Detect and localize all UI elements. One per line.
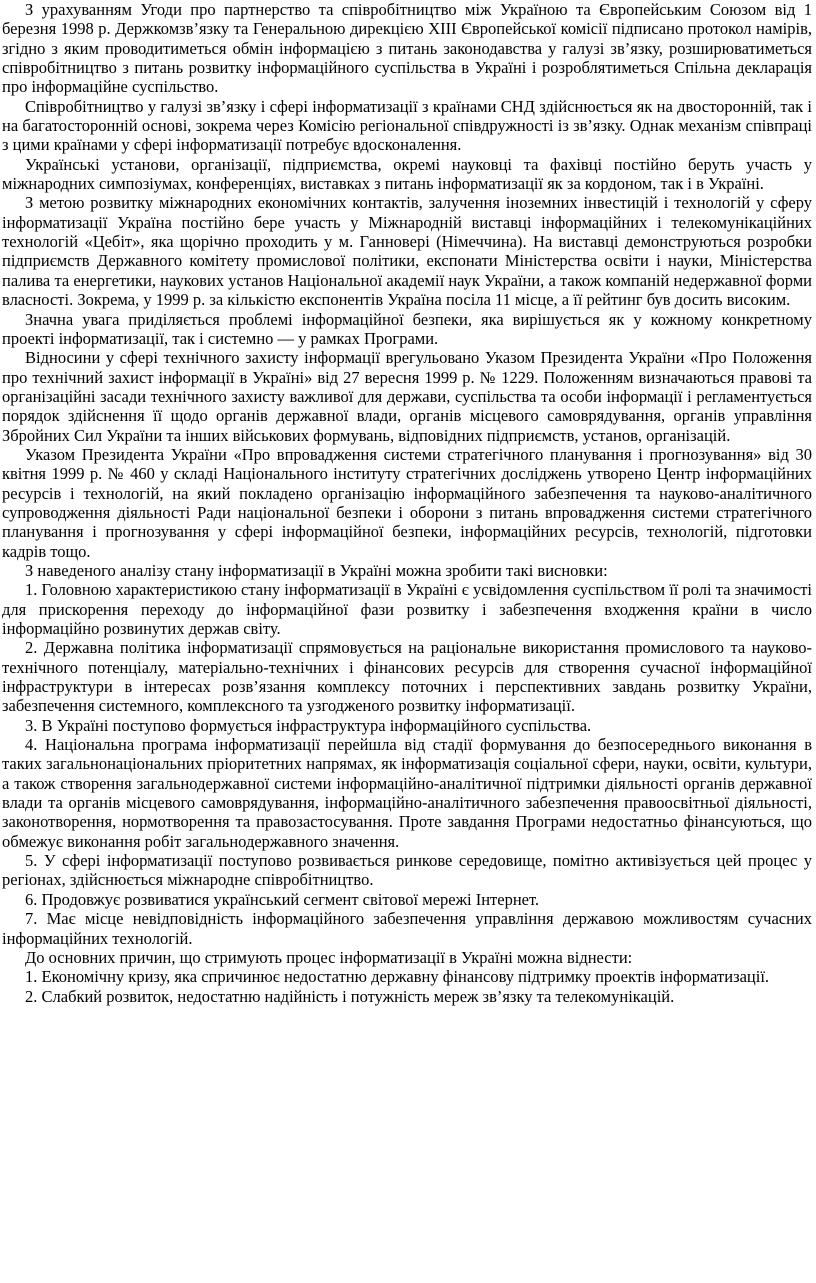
paragraph-strategic-planning: Указом Президента України «Про впровадження системи стратегічного планування і прогнозування» від 30 квітня 1999 р. № 460 у складі Національного інституту стратегічних досліджень утворено Центр інформаційних ресурсів і технологій, на який покладено організацію інформаційного забезпечення та науково-аналітичного супроводження діяльності Ради національної безпеки і оборони з питань впровадження системи стратегічного планування і прогнозування у сфері інформаційної безпеки, інформаційних ресурсів, технологій, підготовки кадрів тощо. bbox=[2, 444, 812, 561]
paragraph-causes-intro: До основних причин, що стримують процес інформатизації в Україні можна віднести: bbox=[25, 947, 633, 967]
conclusion-item-5: 5. У сфері інформатизації поступово розвивається ринкове середовище, помітно активізується цей процес у регіонах, здійснюється міжнародне співробітництво. bbox=[2, 851, 812, 890]
paragraph-information-security: Значна увага приділяється проблемі інформаційної безпеки, яка вирішується як у кожному конкретному проекті інформатизації, так і системно — у рамках Програми. bbox=[2, 309, 812, 348]
document-body bbox=[2, 0, 812, 1006]
paragraph-eu-cooperation: З урахуванням Угоди про партнерство та співробітництво між Україною та Європейським Союзом від 1 березня 1998 р. Держкомзв’язку та Генеральною дирекцією XIII Європейської комісії підписано протокол намірів, згідно з яким проводитиметься обмін інформацією з питань законодавства у галузі зв’язку, розширюватиметься співробітництво з питань розвитку інформаційного суспільства в Україні і розроблятиметься Спільна декларація про інформаційне суспільство. bbox=[2, 0, 812, 97]
conclusion-item-1: 1. Головною характеристикою стану інформатизації в Україні є усвідомлення суспільством її ролі та значимості для прискорення переходу до інформаційної фази розвитку і забезпечення входження країни в число інформаційно розвинутих держав світу. bbox=[2, 580, 812, 638]
conclusion-item-6: 6. Продовжує розвиватися український сегмент світової мережі Інтернет. bbox=[25, 889, 540, 909]
conclusion-item-4: 4. Національна програма інформатизації перейшла від стадії формування до безпосереднього виконання в таких загальнонаціональних пріоритетних напрямах, як інформатизація соціальної сфери, науки, освіти, культури, а також створення загальнодержавної системи інформаційно-аналітичної підтримки діяльності органів державної влади та органів місцевого самоврядування, інформаційно-аналітичного забезпечення правоосвітньої діяльності, законотворення, нормотворення та правозастосування. Проте завдання Програми недостатньо фінансуються, що обмежує виконання робіт загальнодержавного значення. bbox=[2, 735, 812, 851]
paragraph-cebit-exhibition: З метою розвитку міжнародних економічних контактів, залучення іноземних інвестицій і технологій у сферу інформатизації Україна постійно бере участь у Міжнародній виставці інформаційних і телекомунікаційних технологій «Цебіт», яка щорічно проходить у м. Ганновері (Німеччина). На виставці демонструються розробки підприємств Державного комітету промислової політики, експонати Міністерства освіти і науки, Міністерства палива та енергетики, наукових установ Національної академії наук України, а також компаній недержавної форми власності. Зокрема, у 1999 р. за кількістю експонентів Україна посіла 11 місце, а її рейтинг був досить високим. bbox=[2, 193, 812, 310]
conclusion-item-7: 7. Має місце невідповідність інформаційного забезпечення управління державою можливостям сучасних інформаційних технологій. bbox=[2, 909, 812, 948]
conclusion-item-3: 3. В Україні поступово формується інфраструктура інформаційного суспільства. bbox=[25, 715, 592, 735]
cause-item-2: 2. Слабкий розвиток, недостатню надійність і потужність мереж зв’язку та телекомунікацій. bbox=[25, 986, 675, 1006]
cause-item-1: 1. Економічну кризу, яка спричинює недостатню державну фінансову підтримку проектів інформатизації. bbox=[25, 967, 770, 987]
paragraph-conclusions-intro: З наведеного аналізу стану інформатизації в Україні можна зробити такі висновки: bbox=[25, 560, 608, 580]
paragraph-cis-cooperation: Співробітництво у галузі зв’язку і сфері інформатизації з країнами СНД здійснюється як на двосторонній, так і на багатосторонній основі, зокрема через Комісію регіональної співдружності із зв’язку. Однак механізм співпраці з цими країнами у сфері інформатизації потребує вдосконалення. bbox=[2, 96, 812, 155]
paragraph-technical-protection: Відносини у сфері технічного захисту інформації врегульовано Указом Президента України «Про Положення про технічний захист інформації в Україні» від 27 вересня 1999 р. № 1229. Положенням визначаються правові та організаційні засади технічного захисту важливої для держави, суспільства та особи інформації і регламентується порядок здійснення її щодо органів державної влади, органів місцевого самоврядування, органів управління Збройних Сил України та інших військових формувань, відповідних підприємств, установ, організацій. bbox=[2, 348, 812, 445]
conclusion-item-2: 2. Державна політика інформатизації спрямовується на раціональне використання промислового та науково-технічного потенціалу, матеріально-технічних і фінансових ресурсів для створення сучасної інформаційної інфраструктури в інтересах розв’язання комплексу поточних і перспективних завдань розвитку України, забезпечення системного, комплексного та узгодженого розвитку інформатизації. bbox=[2, 638, 812, 716]
paragraph-international-events: Українські установи, організації, підприємства, окремі науковці та фахівці постійно беруть участь у міжнародних симпозіумах, конференціях, виставках з питань інформатизації як за кордоном, так і в Україні. bbox=[2, 154, 812, 194]
